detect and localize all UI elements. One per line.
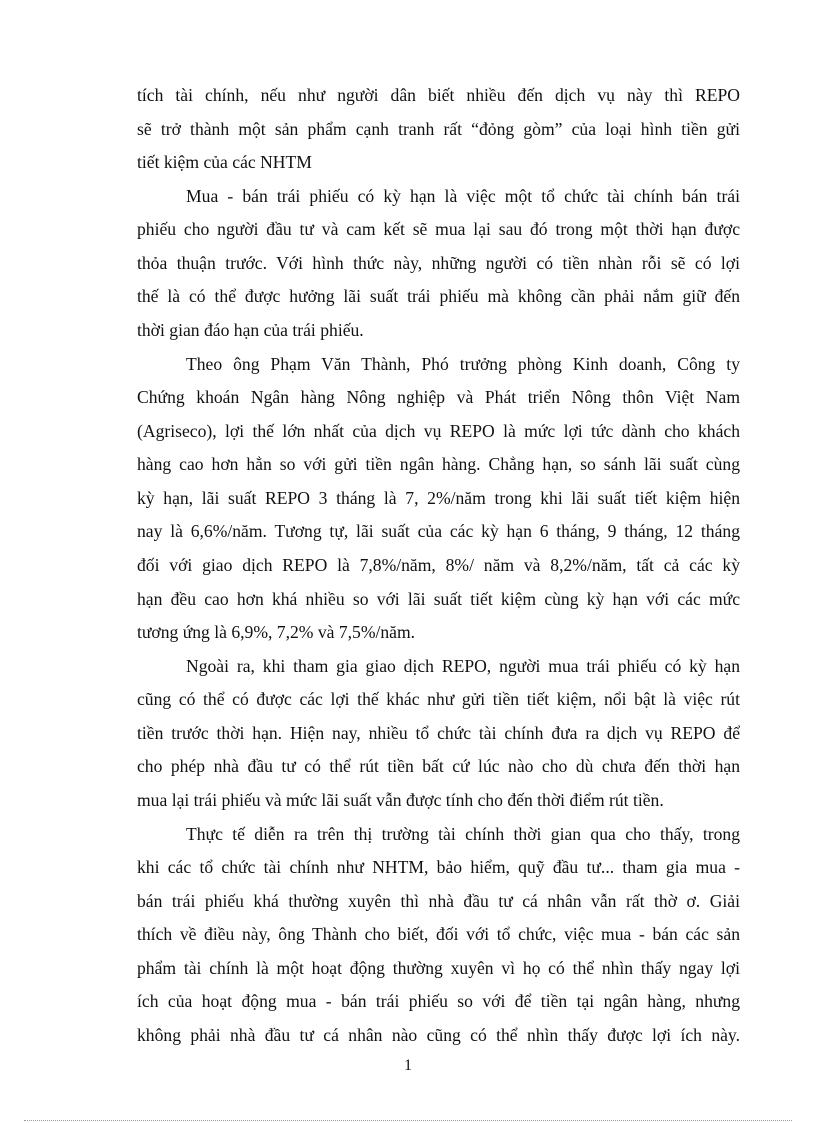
text-line: hàng cao hơn hẳn so với gửi tiền ngân hàng. Chẳng hạn, so sánh lãi suất cùng: [137, 454, 740, 474]
text-line: cho phép nhà đầu tư có thể rút tiền bất cứ lúc nào cho dù chưa đến thời hạn: [137, 756, 740, 776]
text-line: tiết kiệm của các NHTM: [137, 152, 312, 172]
text-line: không phải nhà đầu tư cá nhân nào cũng có thể nhìn thấy được lợi ích này.: [137, 1025, 740, 1045]
page-number: 1: [404, 1057, 412, 1074]
text-line: Chứng khoán Ngân hàng Nông nghiệp và Phát triển Nông thôn Việt Nam: [137, 387, 740, 407]
paragraph-first-line: Ngoài ra, khi tham gia giao dịch REPO, người mua trái phiếu có kỳ hạn: [186, 656, 740, 676]
text-line: tích tài chính, nếu như người dân biết nhiều đến dịch vụ này thì REPO: [137, 85, 740, 105]
text-line: phẩm tài chính là một hoạt động thường xuyên vì họ có thể nhìn thấy ngay lợi: [137, 958, 740, 978]
text-line: tương ứng là 6,9%, 7,2% và 7,5%/năm.: [137, 622, 416, 642]
paragraph-first-line: Thực tế diễn ra trên thị trường tài chính thời gian qua cho thấy, trong: [186, 824, 740, 844]
text-line: thỏa thuận trước. Với hình thức này, những người có tiền nhàn rỗi sẽ có lợi: [137, 253, 740, 273]
paragraph-first-line: Mua - bán trái phiếu có kỳ hạn là việc một tổ chức tài chính bán trái: [186, 186, 740, 206]
text-line: mua lại trái phiếu và mức lãi suất vẫn được tính cho đến thời điểm rút tiền.: [137, 790, 664, 810]
text-line: ích của hoạt động mua - bán trái phiếu so với để tiền tại ngân hàng, nhưng: [137, 991, 740, 1011]
text-line: bán trái phiếu khá thường xuyên thì nhà đầu tư cá nhân vẫn rất thờ ơ. Giải: [137, 891, 740, 911]
text-line: nay là 6,6%/năm. Tương tự, lãi suất của các kỳ hạn 6 tháng, 9 tháng, 12 tháng: [137, 521, 740, 541]
text-line: thời gian đáo hạn của trái phiếu.: [137, 320, 364, 340]
text-line: tiền trước thời hạn. Hiện nay, nhiều tổ chức tài chính đưa ra dịch vụ REPO để: [137, 723, 740, 743]
paragraph-first-line: Theo ông Phạm Văn Thành, Phó trưởng phòng Kinh doanh, Công ty: [186, 354, 740, 374]
text-line: cũng có thể có được các lợi thế khác như gửi tiền tiết kiệm, nổi bật là việc rút: [137, 689, 740, 709]
text-line: hạn đều cao hơn khá nhiều so với lãi suất tiết kiệm cùng kỳ hạn với các mức: [137, 589, 740, 609]
text-line: đối với giao dịch REPO là 7,8%/năm, 8%/ năm và 8,2%/năm, tất cả các kỳ: [137, 555, 740, 575]
text-line: thế là có thể được hưởng lãi suất trái phiếu mà không cần phải nắm giữ đến: [137, 286, 740, 306]
text-line: thích về điều này, ông Thành cho biết, đối với tổ chức, việc mua - bán các sản: [137, 924, 740, 944]
text-line: khi các tổ chức tài chính như NHTM, bảo hiểm, quỹ đầu tư... tham gia mua -: [137, 857, 740, 877]
text-line: (Agriseco), lợi thế lớn nhất của dịch vụ REPO là mức lợi tức dành cho khách: [137, 421, 740, 441]
page-divider: [24, 1120, 792, 1121]
text-line: kỳ hạn, lãi suất REPO 3 tháng là 7, 2%/năm trong khi lãi suất tiết kiệm hiện: [137, 488, 740, 508]
text-line: phiếu cho người đầu tư và cam kết sẽ mua lại sau đó trong một thời hạn được: [137, 219, 740, 239]
text-line: sẽ trở thành một sản phẩm cạnh tranh rất “đỏng gòm” của loại hình tiền gửi: [137, 119, 740, 139]
